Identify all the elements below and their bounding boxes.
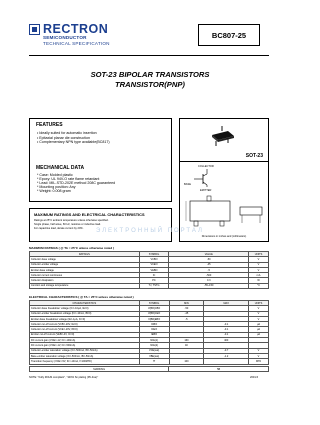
table-cell: V xyxy=(249,348,269,353)
mechanical-item: * Case: Molded plastic xyxy=(37,173,73,177)
pin-base-label: BASE xyxy=(184,183,191,186)
transistor-symbol-icon xyxy=(190,169,224,187)
features-list xyxy=(37,131,110,145)
table-cell: V xyxy=(249,306,269,311)
table-cell: IC xyxy=(139,273,169,278)
brand-name: RECTRON xyxy=(43,22,109,36)
table-cell: ICBO xyxy=(139,322,169,327)
mechanical-item: * Mounting position: Any xyxy=(37,185,76,190)
package-divider xyxy=(180,161,268,162)
ratings-note-line-3: For capacitive load, derate current by 20%. xyxy=(34,227,84,230)
table-cell: -0.1 xyxy=(204,322,249,327)
table-cell: -5 xyxy=(169,316,204,321)
table-cell: PC xyxy=(139,278,169,283)
package-outline-drawing xyxy=(184,195,266,229)
table-header-cell: MAX xyxy=(204,301,249,306)
table-cell: μA xyxy=(249,322,269,327)
table-cell: Junction and storage temperature xyxy=(30,283,140,288)
table-cell: Collector-base voltage xyxy=(30,257,140,262)
table-header-cell: MIN xyxy=(169,301,204,306)
table-cell: Collector-emitter voltage xyxy=(30,262,140,267)
table-cell: MHz xyxy=(249,359,269,364)
table-header-cell: UNITS xyxy=(249,301,269,306)
table-cell: DC current gain (VCE=-1V, IC=-100mA) xyxy=(30,338,140,343)
max-ratings-table xyxy=(29,251,269,289)
package-label: SOT-23 xyxy=(245,153,263,159)
marking-table xyxy=(29,366,269,372)
feature-item: • Epitaxial planar die construction xyxy=(37,135,91,140)
table-header-cell: UNITS xyxy=(249,252,269,257)
brand-semiconductor: SEMICONDUCTOR xyxy=(43,35,87,40)
table-cell: 160 xyxy=(169,338,204,343)
table-cell: VCE(sat) xyxy=(139,348,169,353)
feature-item: • Ideally suited for automatic insertion xyxy=(37,131,97,135)
table-cell: Collector-emitter saturation voltage (IC=-500mA, IB=-50mA) xyxy=(30,348,140,353)
marking-label: MARKING xyxy=(30,367,169,372)
table-cell: fT xyxy=(139,359,169,364)
table-cell xyxy=(204,359,249,364)
max-ratings-caption: MAXIMUM RATINGS ( @ TA = 25°C unless otherwise noted ) xyxy=(29,246,114,250)
footer-code: 2001-5 xyxy=(250,376,259,379)
table-cell: Transition frequency (VCE=-5V, IC=-10mA, f=100MHz) xyxy=(30,359,140,364)
footer-note: NOTE: "Fully ROHS compliant", "100% Sn plating (Pb-free)" xyxy=(29,376,99,379)
table-cell: DC current gain (VCE=-1V, IC=-500mA) xyxy=(30,343,140,348)
table-cell: mA xyxy=(249,273,269,278)
table-cell: -0.7 xyxy=(204,348,249,353)
mechanical-list xyxy=(37,173,115,193)
feature-item: • Complementary NPN type available(BC817) xyxy=(37,140,110,145)
table-cell: V xyxy=(249,257,269,262)
table-cell: 0.3 xyxy=(169,278,249,283)
features-panel xyxy=(29,118,172,202)
table-cell: -1.2 xyxy=(204,353,249,358)
table-cell: hFE(1) xyxy=(139,338,169,343)
table-cell: V(BR)EBO xyxy=(139,316,169,321)
table-cell: Collector current continuous xyxy=(30,273,140,278)
table-cell: Emitter cut-off current (VEB=-4V, IC=0) xyxy=(30,332,140,337)
table-cell: TJ, TSTG xyxy=(139,283,169,288)
marking-value: 5B xyxy=(169,367,269,372)
package-panel xyxy=(179,118,269,242)
table-cell: ICEO xyxy=(139,327,169,332)
table-cell: -45 xyxy=(169,311,204,316)
table-cell: V xyxy=(249,267,269,272)
table-cell: Collector-base breakdown voltage (IC=-10μA, IE=0) xyxy=(30,306,140,311)
table-cell: μA xyxy=(249,327,269,332)
table-cell: V xyxy=(249,311,269,316)
ratings-note-panel xyxy=(29,208,172,242)
table-cell: -50 xyxy=(169,306,204,311)
table-cell: V(BR)CEO xyxy=(139,311,169,316)
table-cell: VCEO xyxy=(139,262,169,267)
part-number: BC807-25 xyxy=(198,24,260,46)
table-cell: °C xyxy=(249,283,269,288)
table-cell: -5 xyxy=(169,267,249,272)
table-header-cell: VALUE xyxy=(169,252,249,257)
table-header-cell: RATINGS xyxy=(30,252,140,257)
table-row xyxy=(30,367,269,372)
mechanical-heading: MECHANICAL DATA xyxy=(36,165,85,171)
table-cell: 400 xyxy=(204,338,249,343)
ratings-note-line-1: Ratings at 25°C ambient temperature unless otherwise specified. xyxy=(34,219,109,222)
mechanical-item: * Weight: 0.008 gram xyxy=(37,189,71,194)
table-header-cell: SYMBOL xyxy=(139,301,169,306)
brand-tech-spec: TECHNICAL SPECIFICATION xyxy=(43,41,110,46)
mechanical-item: * Lead: MIL-STD-202E method 208C guaranteed xyxy=(37,181,116,186)
mechanical-item: * Epoxy: UL 94V-O rate flame retardant xyxy=(37,177,100,182)
watermark-text: ЭЛЕКТРОННЫЙ ПОРТАЛ xyxy=(96,228,204,234)
table-cell: VBE(sat) xyxy=(139,353,169,358)
table-cell: -50 xyxy=(169,257,249,262)
table-cell: Collector-emitter breakdown voltage (IC=-10mA, IB=0) xyxy=(30,311,140,316)
table-cell: Collector cut-off current (VCE=-20V, IB=0) xyxy=(30,327,140,332)
table-row xyxy=(30,359,269,364)
dimensions-note: Dimensions in inches and (millimeters) xyxy=(201,235,247,238)
elec-chars-caption: ELECTRICAL CHARACTERISTICS ( @ TA = 25°C unless otherwise noted ) xyxy=(29,295,134,299)
table-cell: 40 xyxy=(169,343,204,348)
table-cell: 100 xyxy=(169,359,204,364)
ratings-note-line-2: Single phase, half wave, 60 Hz, resistive or inductive load. xyxy=(34,223,101,226)
table-cell: μA xyxy=(249,332,269,337)
features-heading: FEATURES xyxy=(36,122,63,128)
table-cell: -0.1 xyxy=(204,332,249,337)
title-line-2: TRANSISTOR(PNP) xyxy=(115,80,185,89)
sot23-package-icon xyxy=(208,125,238,149)
table-cell: Base-emitter saturation voltage (IC=-500mA, IB=-50mA) xyxy=(30,353,140,358)
table-cell: V xyxy=(249,262,269,267)
table-cell: -45 xyxy=(169,262,249,267)
table-cell: -55~150 xyxy=(169,283,249,288)
table-cell: -500 xyxy=(169,273,249,278)
table-cell: -0.1 xyxy=(204,327,249,332)
table-cell: Emitter-base voltage xyxy=(30,267,140,272)
elec-chars-table xyxy=(29,300,269,365)
table-row xyxy=(30,283,269,288)
brand-logo-icon xyxy=(29,24,40,35)
pin-collector-label: COLLECTOR xyxy=(198,165,214,168)
table-cell: V xyxy=(249,316,269,321)
table-cell: VEBO xyxy=(139,267,169,272)
table-header-cell: SYMBOL xyxy=(139,252,169,257)
ratings-note-heading: MAXIMUM RATINGS AND ELECTRICAL CHARACTERISTICS xyxy=(34,212,145,217)
table-cell: Emitter-base breakdown voltage (IE=-1μA, IC=0) xyxy=(30,316,140,321)
table-header-cell: CHARACTERISTICS xyxy=(30,301,140,306)
table-cell: V xyxy=(249,353,269,358)
table-cell: W xyxy=(249,278,269,283)
title-line-1: SOT-23 BIPOLAR TRANSISTORS xyxy=(90,70,210,79)
table-cell: Collector cut-off current (VCB=-20V, IE=0) xyxy=(30,322,140,327)
table-cell: IEBO xyxy=(139,332,169,337)
header-divider xyxy=(29,55,269,56)
table-cell: hFE(2) xyxy=(139,343,169,348)
table-cell: Collector dissipation xyxy=(30,278,140,283)
table-cell: V(BR)CBO xyxy=(139,306,169,311)
pin-emitter-label: EMITTER xyxy=(200,189,212,192)
table-cell: VCBO xyxy=(139,257,169,262)
